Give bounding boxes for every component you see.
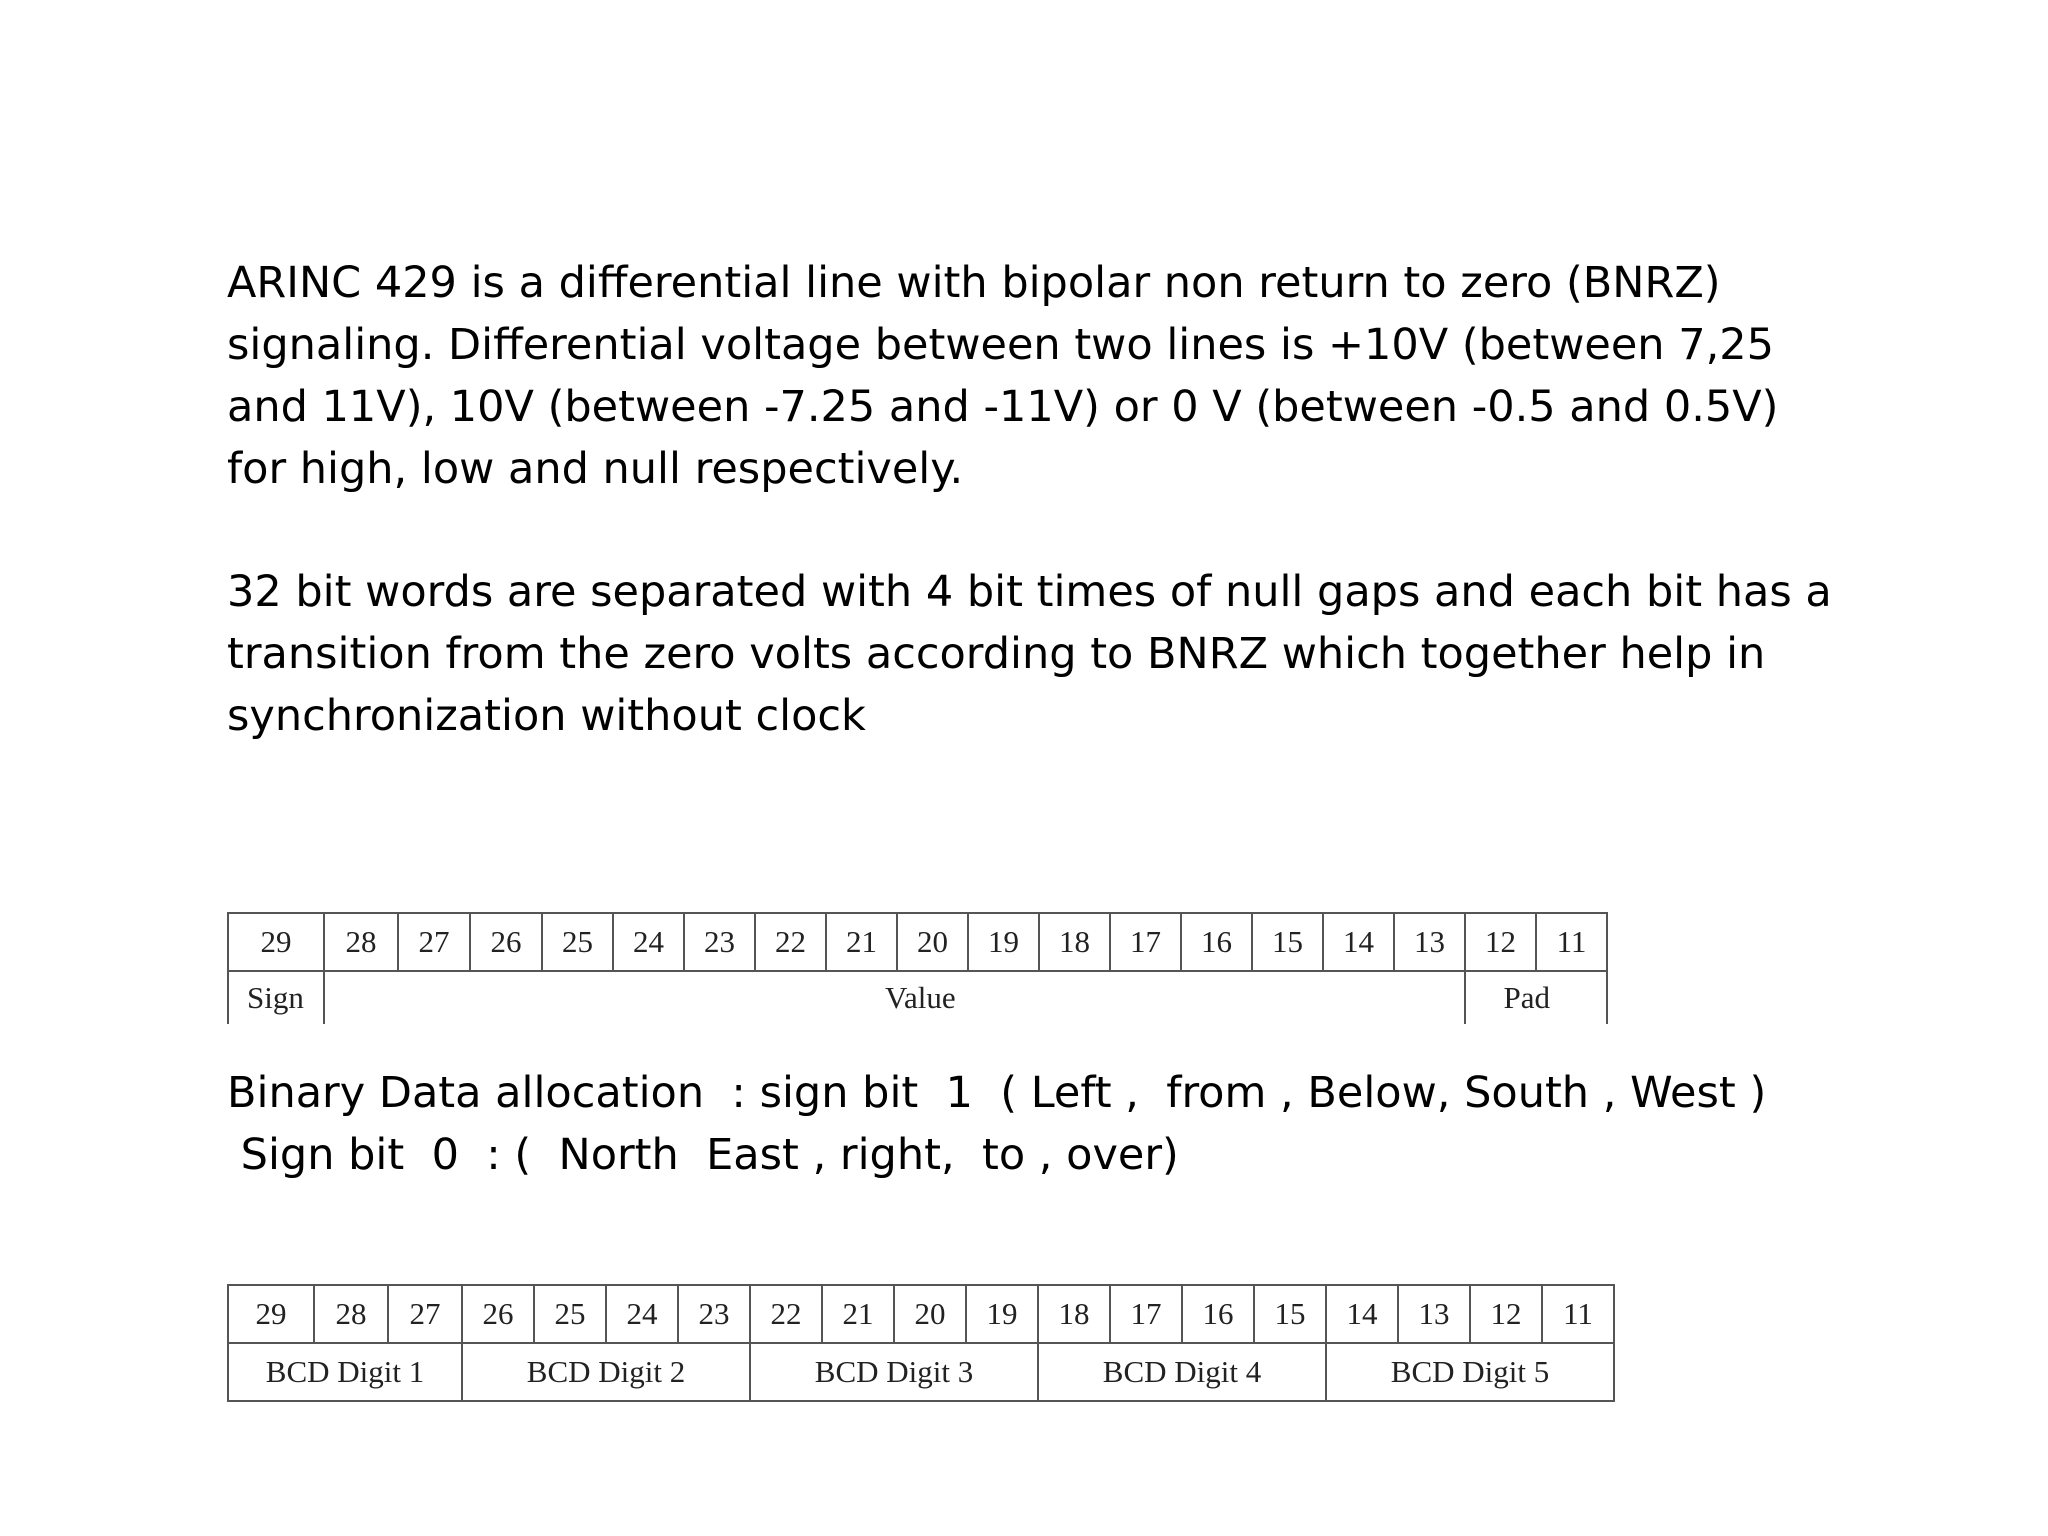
bit-cell: 23 (684, 913, 755, 971)
bit-cell: 16 (1182, 1285, 1254, 1343)
bit-number-row (228, 1285, 1614, 1343)
bit-cell: 20 (894, 1285, 966, 1343)
bcd-digit-label: BCD Digit 4 (1038, 1343, 1326, 1401)
bit-cell: 16 (1181, 913, 1252, 971)
bit-cell: 29 (228, 913, 324, 971)
text-line: Sign bit 0 : ( North East , right, to , over) (227, 1130, 1179, 1180)
paragraph-sign-bit (227, 1062, 1867, 1186)
bit-cell: 28 (314, 1285, 388, 1343)
text-line: ARINC 429 is a differential line with bipolar non return to zero (BNRZ) (227, 258, 1721, 308)
bit-cell: 18 (1039, 913, 1110, 971)
bcd-digit-label: BCD Digit 1 (228, 1343, 462, 1401)
bit-cell: 19 (966, 1285, 1038, 1343)
bit-cell: 14 (1326, 1285, 1398, 1343)
text-line: Binary Data allocation : sign bit 1 ( Left , from , Below, South , West ) (227, 1068, 1767, 1118)
value-label: Value (324, 971, 1465, 1024)
bit-cell: 13 (1394, 913, 1465, 971)
binary-data-table (227, 912, 1608, 1024)
paragraph-words (227, 561, 1867, 747)
bit-cell: 11 (1542, 1285, 1614, 1343)
bit-cell: 15 (1252, 913, 1323, 971)
bit-cell: 20 (897, 913, 968, 971)
bit-cell: 26 (470, 913, 542, 971)
bit-cell: 21 (822, 1285, 894, 1343)
bit-cell: 12 (1470, 1285, 1542, 1343)
text-line: transition from the zero volts according to BNRZ which together help in (227, 629, 1766, 679)
bit-cell: 17 (1110, 913, 1181, 971)
bit-cell: 15 (1254, 1285, 1326, 1343)
bit-cell: 24 (613, 913, 684, 971)
bit-number-row (228, 913, 1607, 971)
bit-cell: 29 (228, 1285, 314, 1343)
sign-label: Sign (228, 971, 324, 1024)
text-line: synchronization without clock (227, 691, 866, 741)
paragraph-signaling (227, 252, 1867, 500)
bit-cell: 13 (1398, 1285, 1470, 1343)
bit-cell: 27 (388, 1285, 462, 1343)
text-line: signaling. Differential voltage between two lines is +10V (between 7,25 (227, 320, 1774, 370)
bcd-data-table (227, 1284, 1615, 1402)
bit-cell: 24 (606, 1285, 678, 1343)
bit-cell: 19 (968, 913, 1039, 971)
bit-cell: 28 (324, 913, 398, 971)
bit-cell: 22 (750, 1285, 822, 1343)
bit-cell: 11 (1536, 913, 1607, 971)
bit-cell: 17 (1110, 1285, 1182, 1343)
bit-cell: 14 (1323, 913, 1394, 971)
bit-cell: 23 (678, 1285, 750, 1343)
pad-label: Pad (1465, 971, 1607, 1024)
bcd-digit-label: BCD Digit 3 (750, 1343, 1038, 1401)
bit-cell: 27 (398, 913, 470, 971)
text-line: for high, low and null respectively. (227, 444, 964, 494)
bit-cell: 12 (1465, 913, 1536, 971)
text-line: and 11V), 10V (between -7.25 and -11V) or 0 V (between -0.5 and 0.5V) (227, 382, 1779, 432)
bcd-digit-row (228, 1343, 1614, 1401)
field-label-row (228, 971, 1607, 1024)
text-line: 32 bit words are separated with 4 bit times of null gaps and each bit has a (227, 567, 1832, 617)
bit-cell: 21 (826, 913, 897, 971)
bit-cell: 25 (542, 913, 613, 971)
bit-cell: 26 (462, 1285, 534, 1343)
bcd-digit-label: BCD Digit 5 (1326, 1343, 1614, 1401)
bit-cell: 25 (534, 1285, 606, 1343)
bit-cell: 18 (1038, 1285, 1110, 1343)
bcd-digit-label: BCD Digit 2 (462, 1343, 750, 1401)
bit-cell: 22 (755, 913, 826, 971)
